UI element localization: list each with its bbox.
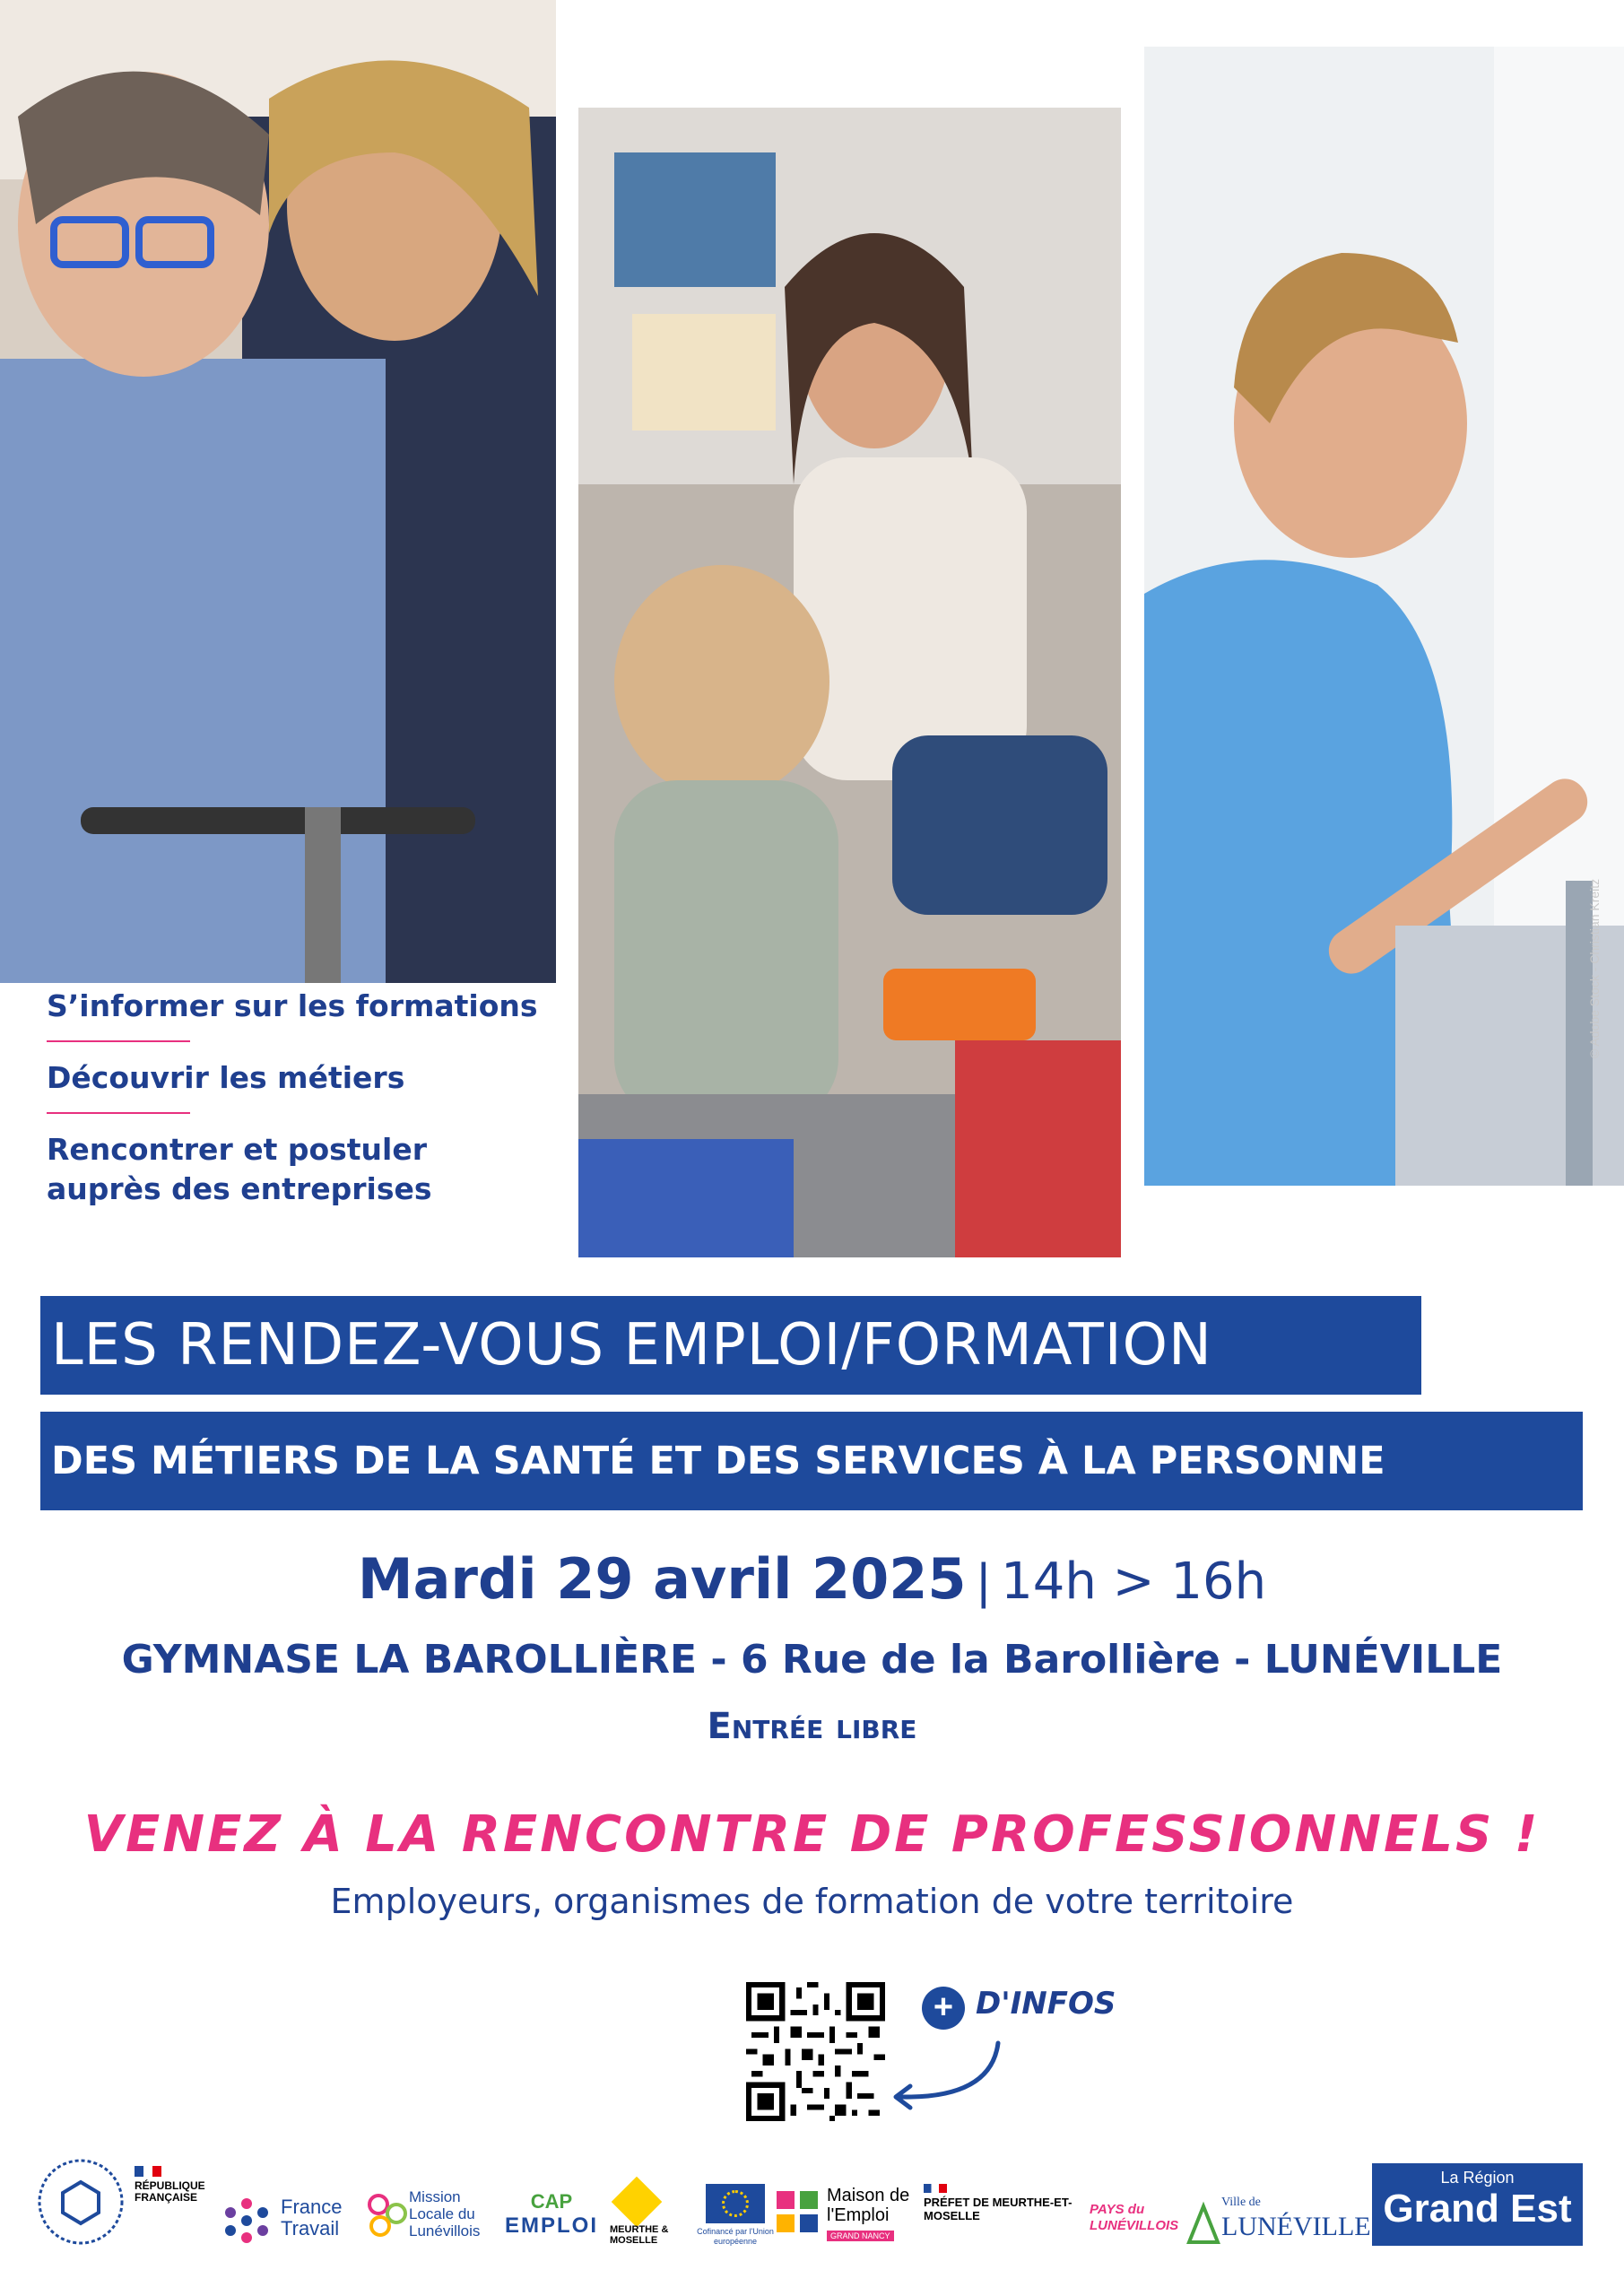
logo-union-europeenne: Cofinancé par l'Union européenne <box>690 2184 780 2247</box>
date-separator: | <box>977 1552 991 1609</box>
event-hours: 14h > 16h <box>1001 1552 1267 1611</box>
qr-code[interactable] <box>746 1982 885 2121</box>
audience-text: Employeurs, organismes de formation de votre territoire <box>330 1882 1294 1921</box>
event-entry: Entrée libre <box>707 1706 917 1747</box>
photo-credit: © Adobe Stock - Christian Kreitz <box>1587 878 1602 1058</box>
eu-flag-icon <box>706 2184 765 2223</box>
more-info-label: D'INFOS <box>976 1986 1116 2022</box>
event-date-line <box>0 1546 1624 1612</box>
logo-republique-francaise: RÉPUBLIQUE FRANÇAISE <box>135 2166 224 2204</box>
bullet-formations: S’informer sur les formations <box>47 988 538 1023</box>
feature-list <box>47 987 567 1209</box>
call-to-action: VENEZ À LA RENCONTRE DE PROFESSIONNELS ! <box>83 1805 1541 1864</box>
title-band <box>40 1296 1421 1395</box>
bullet-metiers: Découvrir les métiers <box>47 1060 405 1095</box>
logo-france-travail: France Travail <box>220 2193 354 2247</box>
logo-ville-luneville: Ville de LUNÉVILLE <box>1185 2188 1374 2251</box>
logo-pays-lunevillois: PAYS du LUNÉVILLOIS <box>1090 2202 1179 2233</box>
photo-nurse-helping-patient <box>1144 47 1624 1186</box>
logo-mission-locale: Mission Locale du Lunévillois <box>366 2188 500 2251</box>
bullet-divider <box>47 1040 190 1042</box>
photo-childcare-worker <box>578 108 1121 1257</box>
page-subtitle: DES MÉTIERS DE LA SANTÉ ET DES SERVICES À LA PERSONNE <box>51 1439 1385 1483</box>
logo-meurthe-moselle: MEURTHE & MOSELLE <box>610 2184 673 2251</box>
subtitle-band <box>40 1412 1583 1510</box>
curved-arrow-icon <box>883 2036 1018 2117</box>
page-title: LES RENDEZ-VOUS EMPLOI/FORMATION <box>51 1312 1212 1378</box>
logo-prefet: PRÉFET DE MEURTHE-ET-MOSELLE <box>924 2184 1094 2222</box>
plus-icon: + <box>922 1987 965 2030</box>
logo-region-grand-est: La Région Grand Est <box>1372 2163 1583 2246</box>
event-date: Mardi 29 avril 2025 <box>357 1546 967 1612</box>
photo-caregiver-elderly-woman <box>0 0 556 983</box>
bullet-entreprises: Rencontrer et postuler auprès des entreprises <box>47 1132 432 1206</box>
bullet-divider <box>47 1112 190 1114</box>
event-venue: GYMNASE LA BAROLLIÈRE - 6 Rue de la Barollière - LUNÉVILLE <box>121 1637 1503 1683</box>
logo-reseau-emploi <box>36 2157 126 2247</box>
logo-cap-emploi: CAP EMPLOI <box>504 2190 598 2238</box>
logo-maison-emploi: Maison de l'Emploi GRAND NANCY <box>773 2184 916 2251</box>
